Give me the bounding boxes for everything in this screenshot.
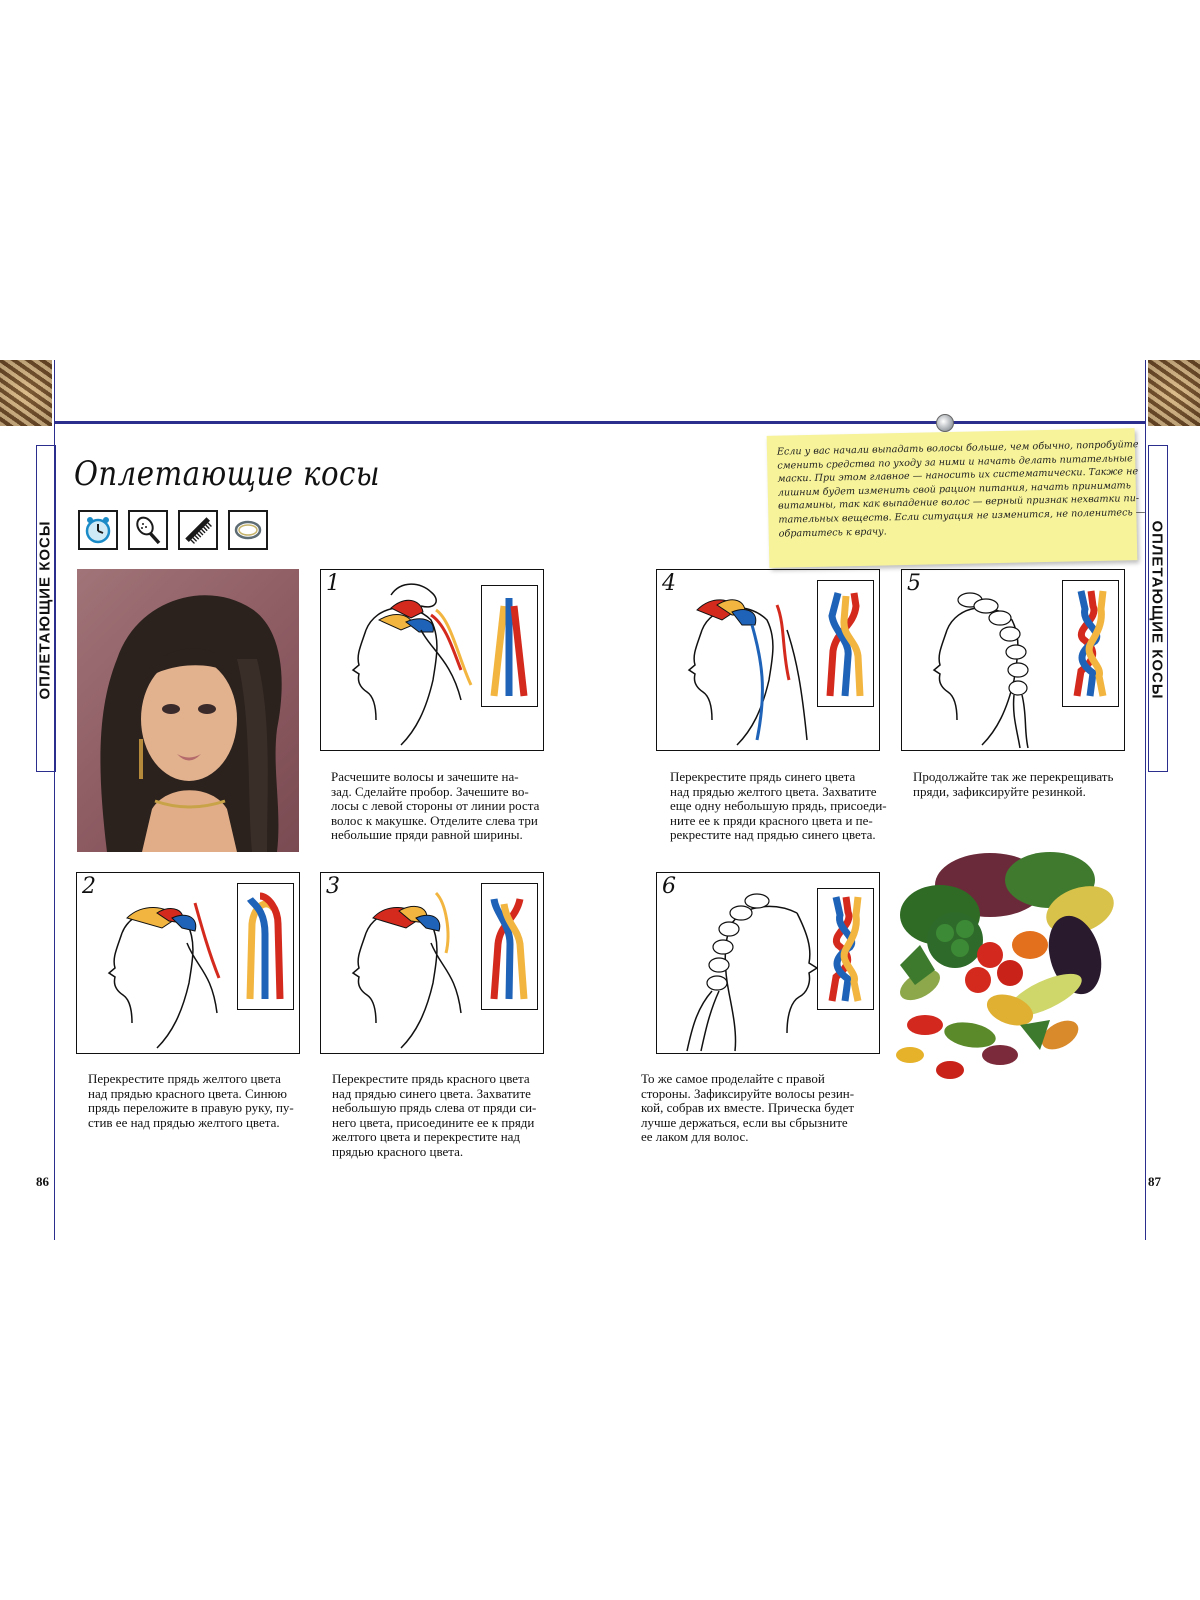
step-4-illustration xyxy=(656,569,880,751)
step-4-caption xyxy=(670,770,887,843)
step-2-caption xyxy=(88,1072,294,1130)
right-margin-line xyxy=(1145,360,1146,1240)
portrait-photo xyxy=(77,569,299,852)
step-2-line: прядь переложите в правую руку, пу- xyxy=(88,1100,294,1115)
binding-pin-icon xyxy=(936,414,954,432)
page-title: Оплетающие косы xyxy=(74,454,381,494)
step-6-line: ее лаком для волос. xyxy=(641,1129,749,1144)
step-3-line: небольшую прядь слева от пряди си- xyxy=(332,1100,537,1115)
side-label-right: ОПЛЕТАЮЩИЕ КОСЫ xyxy=(1148,520,1166,700)
step-4-strand-diagram xyxy=(817,580,874,707)
step-3-number: 3 xyxy=(326,874,340,899)
step-6-illustration xyxy=(656,872,880,1054)
step-3-caption xyxy=(332,1072,536,1159)
note-line: витамины, так как выпадение волос — верный признак нехватки пи- xyxy=(778,493,1140,513)
step-1-line: небольшие пряди равной ширины. xyxy=(331,827,523,842)
step-5-number: 5 xyxy=(907,571,921,596)
step-1-line: Расчешите волосы и зачешите на- xyxy=(331,769,519,784)
braid-thumbnail-left xyxy=(0,360,52,426)
step-1-line: волос к макушке. Отделите слева три xyxy=(331,812,538,828)
step-3-line: него цвета, присоедините ее к пряди xyxy=(332,1114,535,1130)
step-2-illustration xyxy=(76,872,300,1054)
clock-icon xyxy=(78,510,118,550)
step-2-line: стив ее над прядью желтого цвета. xyxy=(88,1114,280,1130)
step-1-illustration xyxy=(320,569,544,751)
note-line: лишним будет изменить свой рацион питания, начать принимать xyxy=(777,480,1132,499)
side-label-left: ОПЛЕТАЮЩИЕ КОСЫ xyxy=(36,520,54,700)
step-3-strand-diagram xyxy=(481,883,538,1010)
note-line: тательных веществ. Если ситуация не изменится, не поленитесь — xyxy=(778,506,1146,526)
step-4-line: над прядью желтого цвета. Захватите xyxy=(670,783,877,799)
step-2-strand-diagram xyxy=(237,883,294,1010)
step-6-number: 6 xyxy=(662,874,676,899)
step-4-line: ните ее к пряди красного цвета и пе- xyxy=(670,812,873,828)
step-5-strand-diagram xyxy=(1062,580,1119,707)
page-number-right: 87 xyxy=(1148,1174,1161,1189)
step-3-line: Перекрестите прядь красного цвета xyxy=(332,1071,530,1086)
note-line: маски. При этом главное — наносить их систематически. Также не xyxy=(777,466,1139,485)
sticky-note xyxy=(767,428,1146,568)
step-4-number: 4 xyxy=(662,571,676,596)
step-5-caption xyxy=(913,770,1113,799)
step-1-line: зад. Сделайте пробор. Зачешите во- xyxy=(331,783,529,799)
step-1-strand-diagram xyxy=(481,585,538,707)
step-6-strand-diagram xyxy=(817,888,874,1010)
step-3-line: желтого цвета и перекрестите над xyxy=(332,1129,521,1144)
step-6-line: То же самое проделайте с правой xyxy=(641,1071,825,1086)
step-4-line: еще одну небольшую прядь, присоеди- xyxy=(670,798,887,813)
step-5-line: Продолжайте так же перекрещивать xyxy=(913,769,1114,784)
step-5-illustration xyxy=(901,569,1125,751)
top-rule xyxy=(55,421,1145,424)
note-line: обратитесь к врачу. xyxy=(778,525,887,540)
page-number-left: 86 xyxy=(36,1174,49,1189)
note-text xyxy=(776,438,1146,540)
step-3-line: прядью красного цвета. xyxy=(332,1143,464,1159)
step-6-line: лучше держаться, если вы сбрызните xyxy=(641,1114,848,1130)
step-6-line: стороны. Зафиксируйте волосы резин- xyxy=(641,1085,855,1101)
comb-icon xyxy=(178,510,218,550)
step-4-line: рекрестите над прядью синего цвета. xyxy=(670,827,876,842)
step-3-line: над прядью синего цвета. Захватите xyxy=(332,1085,531,1101)
step-6-line: кой, собрав их вместе. Прическа будет xyxy=(641,1100,855,1115)
step-1-line: лосы с левой стороны от линии роста xyxy=(331,798,540,813)
step-1-number: 1 xyxy=(326,571,340,596)
step-2-line: Перекрестите прядь желтого цвета xyxy=(88,1071,281,1086)
step-6-caption xyxy=(641,1072,854,1145)
vegetables-photo xyxy=(880,845,1130,1115)
braid-thumbnail-right xyxy=(1148,360,1200,426)
brush-icon xyxy=(128,510,168,550)
step-5-line: пряди, зафиксируйте резинкой. xyxy=(913,783,1086,799)
step-3-illustration xyxy=(320,872,544,1054)
step-2-number: 2 xyxy=(82,874,96,899)
note-line: сменить средства по уходу за ними и начать делать питательные xyxy=(777,452,1133,472)
hair-elastic-icon xyxy=(228,510,268,550)
note-line: Если у вас начали выпадать волосы больше, чем обычно, попробуйте xyxy=(776,439,1139,458)
step-2-line: над прядью красного цвета. Синюю xyxy=(88,1085,288,1101)
step-1-caption xyxy=(331,770,539,843)
step-4-line: Перекрестите прядь синего цвета xyxy=(670,769,856,784)
